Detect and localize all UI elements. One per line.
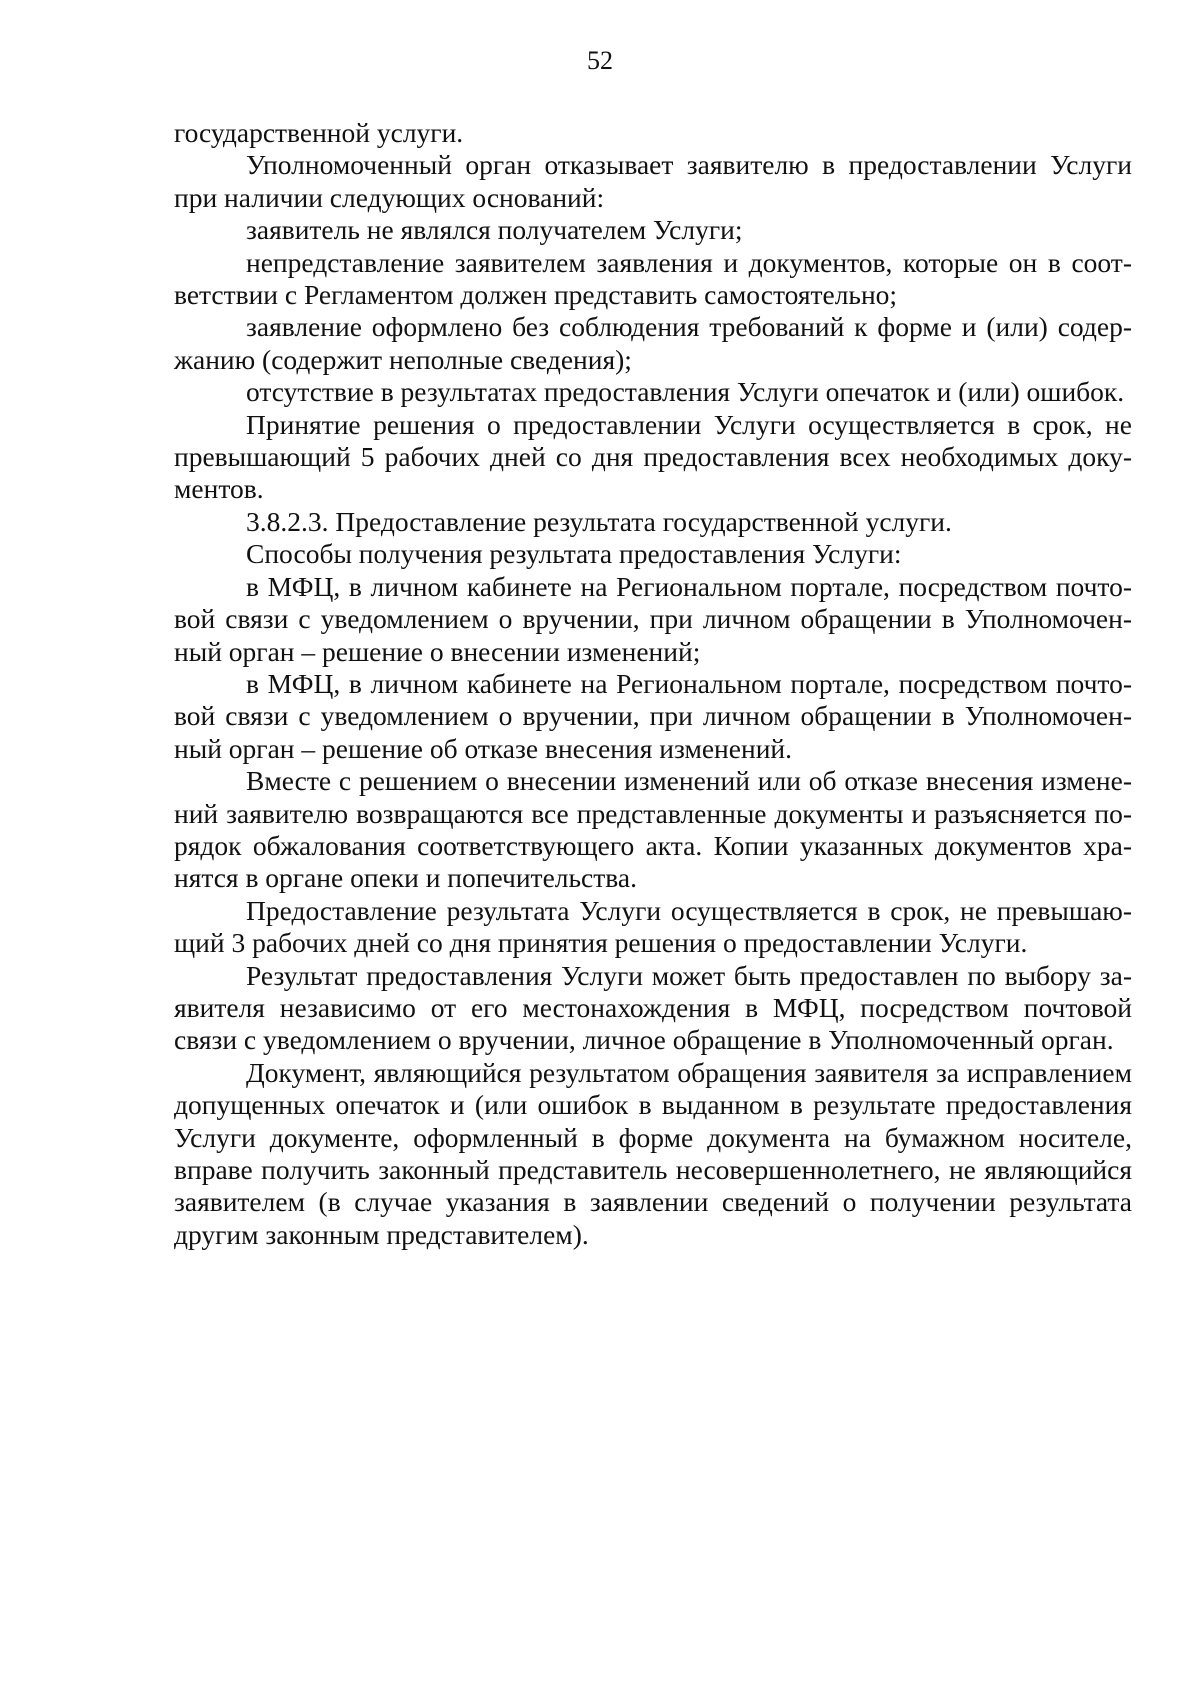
paragraph-7: Принятие решения о предоставлении Услуги осуществляется в срок, не превышающий 5 рабочих дней со дня предоставления всех необходимых документов. <box>174 408 1132 505</box>
paragraph-12: Вместе с решением о внесении изменений или об отказе внесения изменений заявителю возвращаются все представленные документы и разъясняется порядок обжалования соответствующего акта. Копии указанных документов хранятся в органе опеки и попечительства. <box>174 765 1132 894</box>
paragraph-6: отсутствие в результатах предоставления Услуги опечаток и (или) ошибок. <box>246 376 1125 408</box>
paragraph-14: Результат предоставления Услуги может быть предоставлен по выбору заявителя независимо от его местонахождения в МФЦ, посредством почтовой связи с уведомлением о вручении, личное обращение в Уполномоченный орган. <box>174 959 1132 1056</box>
paragraph-1: государственной услуги. <box>174 117 464 148</box>
body-text <box>174 117 1132 1251</box>
paragraph-10: в МФЦ, в личном кабинете на Региональном портале, посредством почтовой связи с уведомлением о вручении, при личном обращении в Уполномоченный орган – решение о внесении изменений; <box>174 570 1132 667</box>
paragraph-11: в МФЦ, в личном кабинете на Региональном портале, посредством почтовой связи с уведомлением о вручении, при личном обращении в Уполномоченный орган – решение об отказе внесения изменений. <box>174 667 1132 764</box>
paragraph-9: Способы получения результата предоставления Услуги: <box>246 538 902 570</box>
paragraph-3: заявитель не являлся получателем Услуги; <box>246 214 743 246</box>
paragraph-5: заявление оформлено без соблюдения требований к форме и (или) содержанию (содержит неполные сведения); <box>174 311 1132 375</box>
paragraph-15: Документ, являющийся результатом обращения заявителя за исправлением допущенных опечаток и (или ошибок в выданном в результате предоставления Услуги документе, оформленный в форме документа на бумажном носителе, вправе получить законный представитель несовершеннолетнего, не являющийся заявителем (в случае указания в заявлении сведений о получении результата другим законным представителем). <box>174 1056 1132 1250</box>
paragraph-4: непредставление заявителем заявления и документов, которые он в соответствии с Регламентом должен представить самостоятельно; <box>174 246 1132 311</box>
paragraph-8: 3.8.2.3. Предоставление результата государственной услуги. <box>246 505 952 537</box>
paragraph-13: Предоставление результата Услуги осуществляется в срок, не превышающий 3 рабочих дней со дня принятия решения о предоставлении Услуги. <box>174 894 1132 959</box>
page-number: 52 <box>587 46 613 75</box>
paragraph-2: Уполномоченный орган отказывает заявителю в предоставлении Услуги при наличии следующих оснований: <box>174 149 1132 213</box>
